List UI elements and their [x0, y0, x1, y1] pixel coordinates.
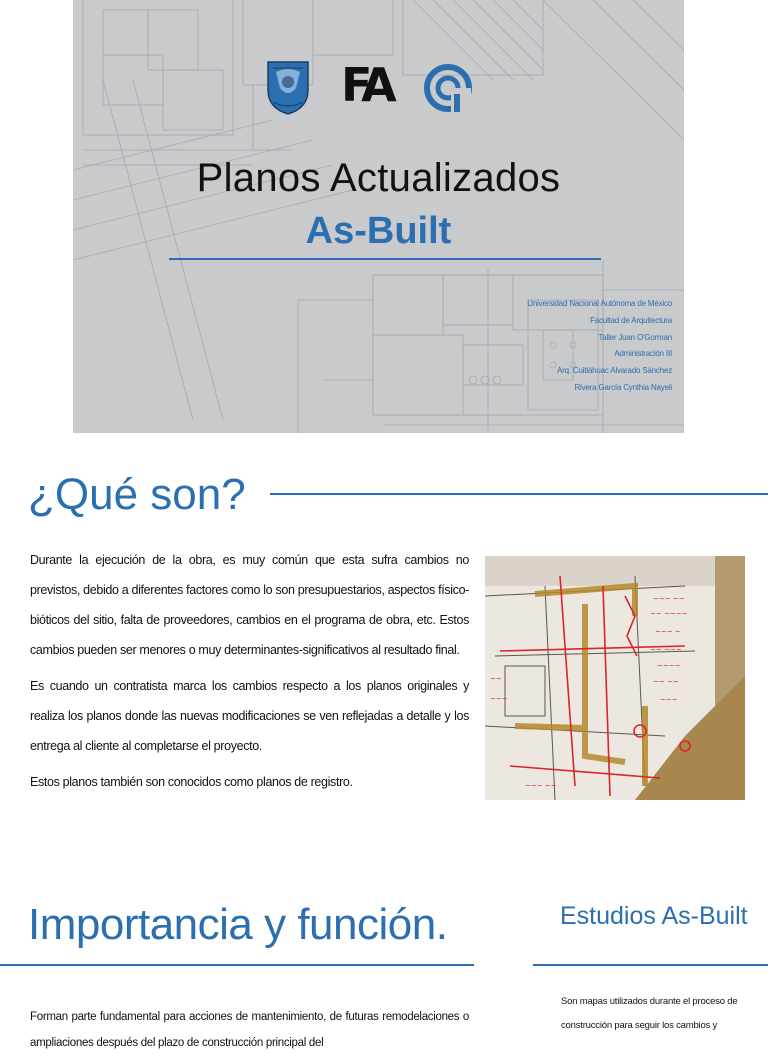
- unam-shield-icon: [263, 58, 313, 116]
- credit-line: Arq. Cuitláhuac Alvarado Sánchez: [556, 366, 672, 376]
- que-son-body: [30, 545, 469, 803]
- fa-logo: FA: [341, 58, 391, 112]
- sidebar-heading-estudios: Estudios As-Built: [560, 902, 748, 930]
- cover-subtitle: As-Built: [305, 210, 452, 252]
- svg-text:~~: ~~: [490, 675, 502, 683]
- marked-up-plan-photo: [485, 556, 745, 800]
- svg-text:~~~: ~~~: [660, 696, 678, 704]
- svg-text:~~~~: ~~~~: [657, 662, 681, 670]
- sidebar-divider: [533, 964, 768, 966]
- paragraph: Estos planos también son conocidos como planos de registro.: [30, 775, 353, 789]
- logo-strip: [263, 58, 483, 118]
- credit-line: Taller Juan O'Gorman: [598, 332, 672, 342]
- svg-text:~~ ~~~~: ~~ ~~~~: [650, 610, 688, 618]
- estudios-body: Son mapas utilizados durante el proceso de construcción para seguir los cambios y: [561, 996, 738, 1031]
- credit-line: Facultad de Arquitectura: [590, 315, 672, 325]
- credit-line: Universidad Nacional Autónoma de México: [527, 299, 672, 308]
- paragraph: Es cuando un contratista marca los cambios respecto a los planos originales y realiza los planos donde las nuevas modificaciones se ven reflejadas a detalle y los entrega al cliente al completarse el proyecto.: [30, 679, 469, 753]
- section-divider: [270, 493, 768, 495]
- redline-plan-image: [485, 556, 745, 800]
- svg-text:~~ ~~~: ~~ ~~~: [650, 646, 682, 654]
- svg-text:~~~: ~~~: [490, 695, 508, 703]
- section-heading-importancia: Importancia y función.: [28, 900, 448, 949]
- svg-text:~~~ ~~: ~~~ ~~: [653, 595, 685, 603]
- cover-panel: [73, 0, 684, 433]
- credits-list: [527, 296, 672, 397]
- paragraph: Durante la ejecución de la obra, es muy común que esta sufra cambios no previstos, debido a diferentes factores como lo son presupuestarios, aspectos físico-bióticos del sitio, falta de proveedores, cambios en el programa de obra, etc. Estos cambios pueden ser menores o muy determinantes-significativos al resultado final.: [30, 553, 469, 657]
- credit-line: Rivera García Cynthia Nayeli: [574, 382, 672, 392]
- section-heading-que-son: ¿Qué son?: [28, 470, 246, 519]
- cover-divider: [169, 258, 601, 260]
- svg-text:~~~ ~~: ~~~ ~~: [525, 782, 557, 790]
- section-divider: [0, 964, 474, 966]
- cover-title: Planos Actualizados: [196, 156, 561, 200]
- credit-line: Administración III: [614, 349, 672, 359]
- ci-circle-icon: [423, 58, 473, 116]
- svg-text:~~ ~~: ~~ ~~: [653, 678, 679, 686]
- svg-text:~~~ ~: ~~~ ~: [655, 628, 681, 636]
- importancia-body: Forman parte fundamental para acciones de mantenimiento, de futuras remodelaciones o ampliaciones después del plazo de construcción principal del: [30, 1011, 469, 1049]
